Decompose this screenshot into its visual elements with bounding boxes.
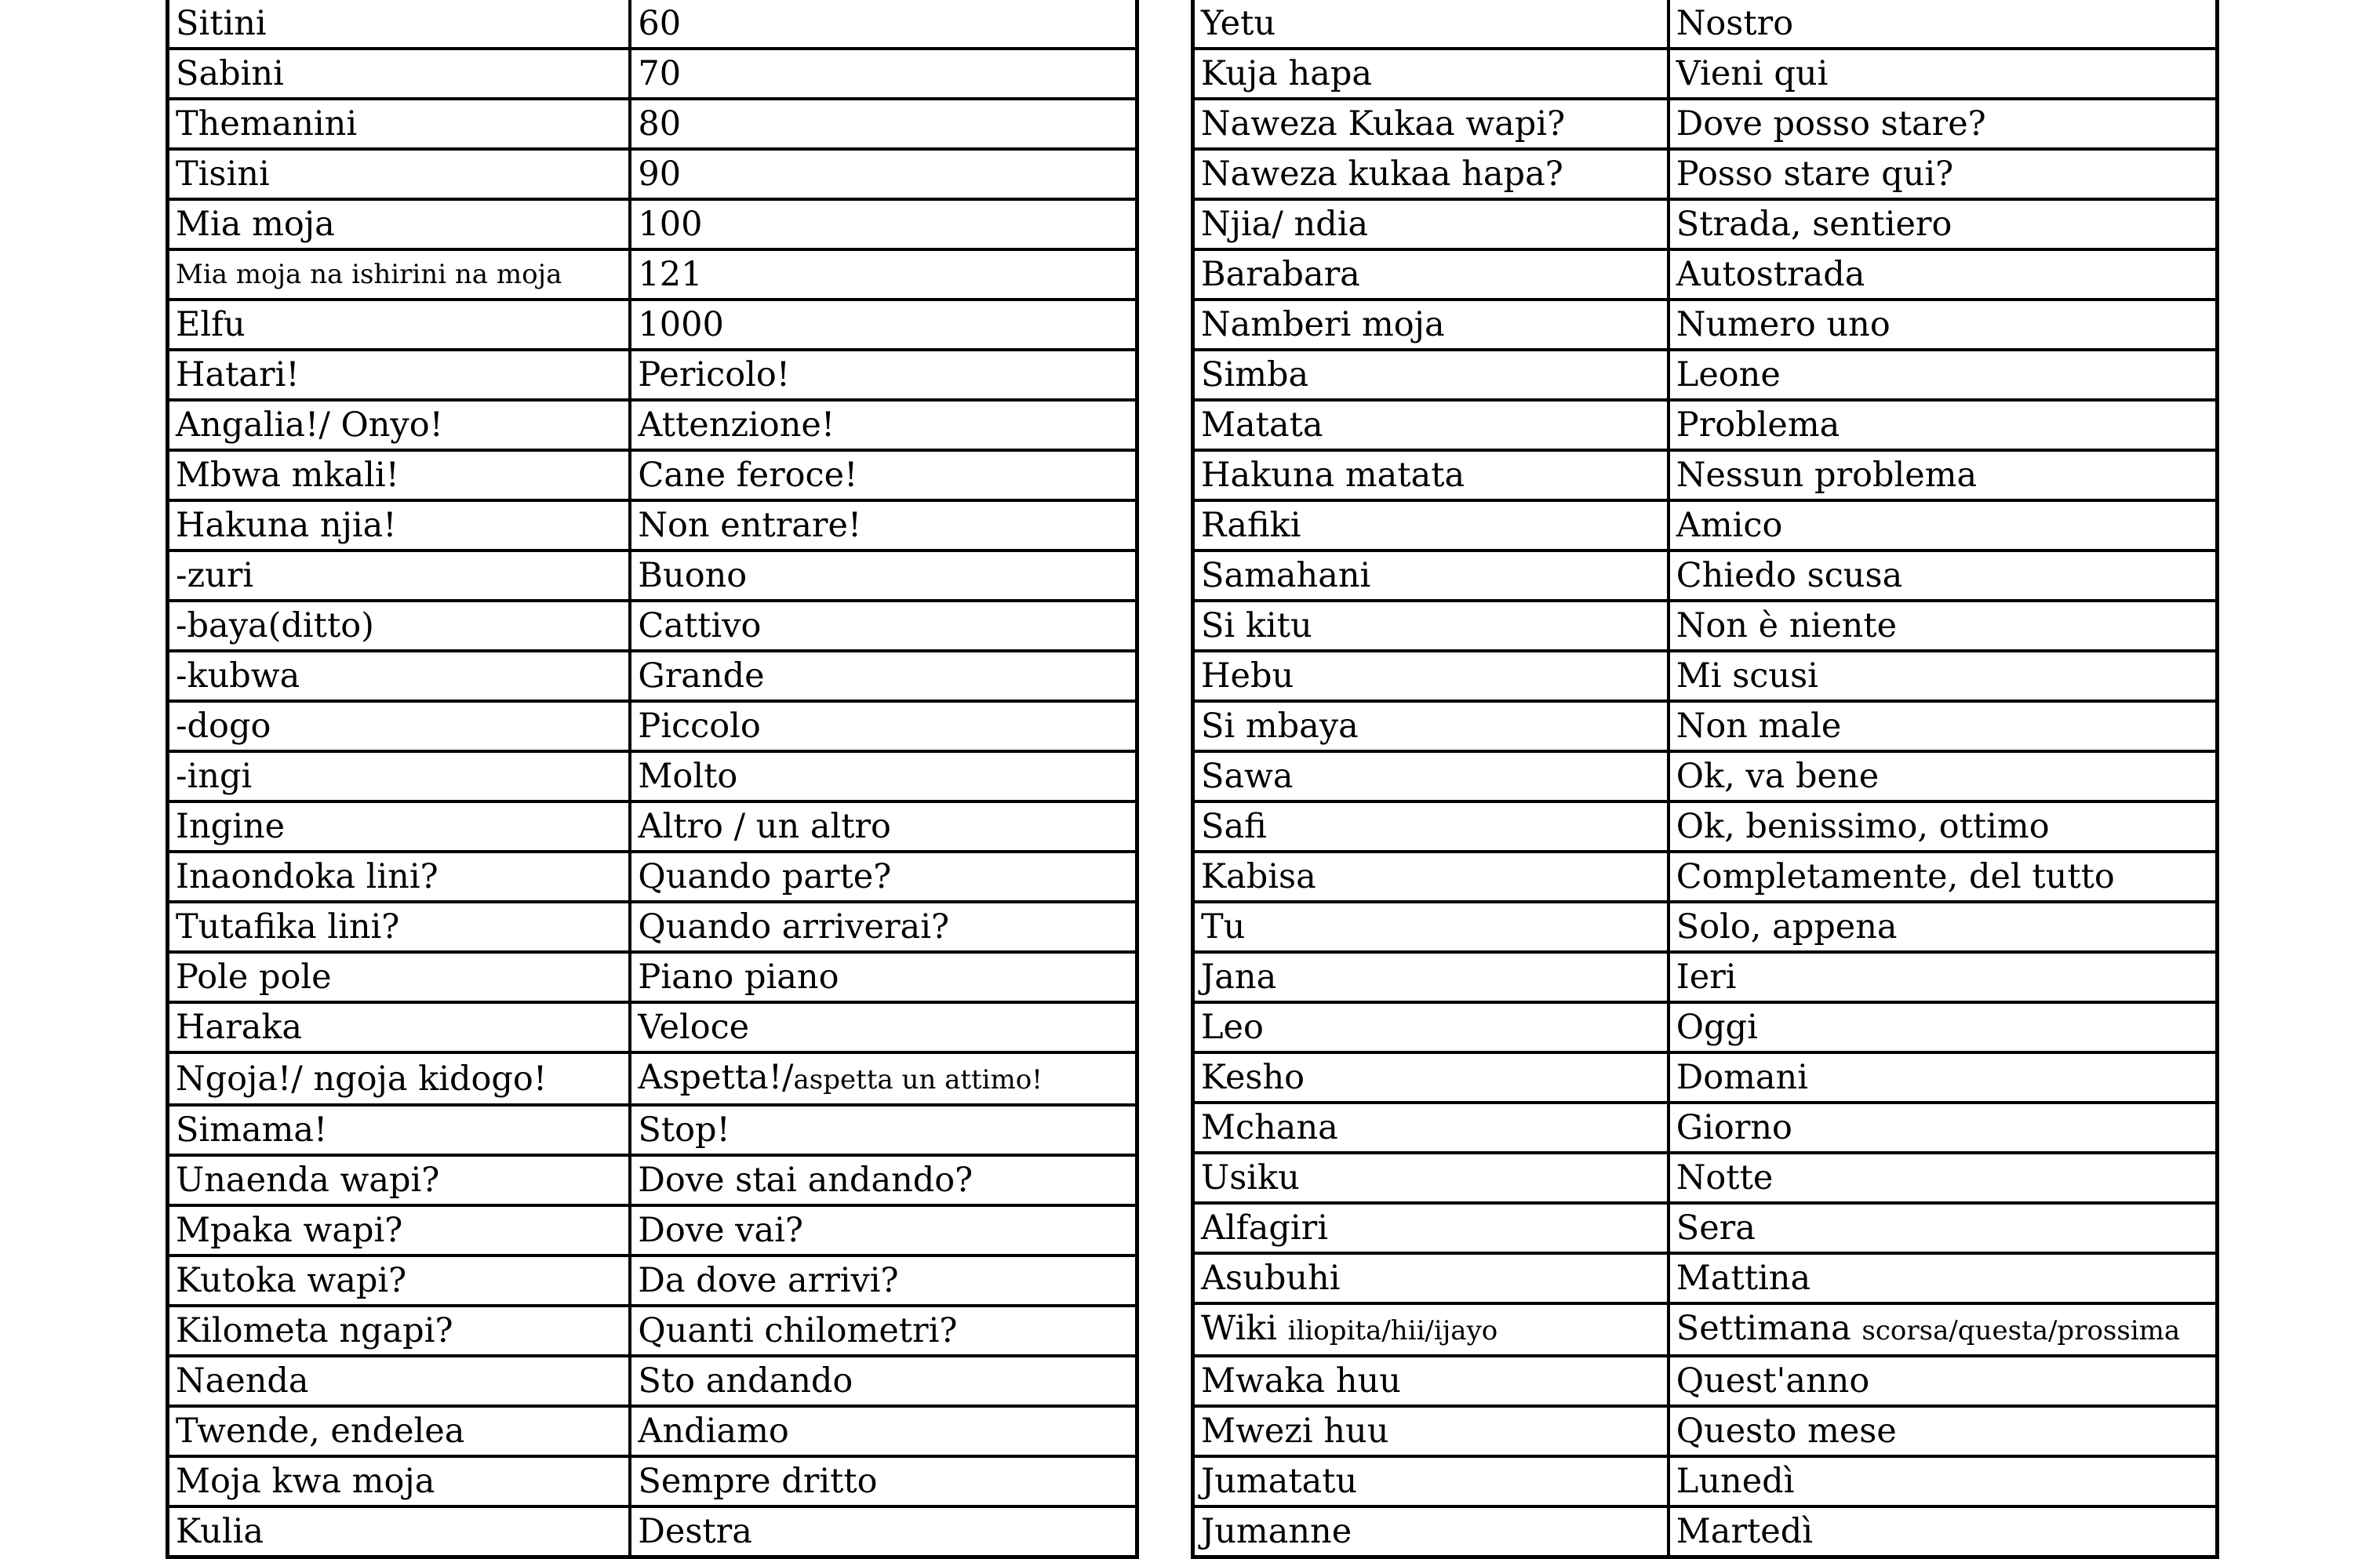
italian-cell — [630, 1052, 1137, 1105]
italian-cell: Quando arriverai? — [630, 902, 1137, 952]
swahili-cell: Jana — [1193, 952, 1669, 1002]
swahili-cell: Inaondoka lini? — [168, 852, 631, 902]
italian-cell: Giorno — [1669, 1103, 2218, 1153]
italian-cell: Ieri — [1669, 952, 2218, 1002]
italian-cell: Altro / un altro — [630, 801, 1137, 852]
table-row — [1193, 300, 2218, 350]
swahili-cell: Haraka — [168, 1002, 631, 1052]
table-row — [1193, 249, 2218, 300]
table-row — [1193, 199, 2218, 249]
italian-cell: 70 — [630, 49, 1137, 99]
table-row — [1193, 551, 2218, 601]
table-row — [1193, 49, 2218, 99]
swahili-cell: Si kitu — [1193, 601, 1669, 651]
italian-cell: Ok, benissimo, ottimo — [1669, 801, 2218, 852]
table-row — [1193, 902, 2218, 952]
table-row — [1193, 1052, 2218, 1103]
table-row — [1193, 1456, 2218, 1506]
italian-cell: Notte — [1669, 1153, 2218, 1203]
italian-cell: 100 — [630, 199, 1137, 249]
italian-cell: Domani — [1669, 1052, 2218, 1103]
italian-cell: Grande — [630, 651, 1137, 701]
swahili-cell: Elfu — [168, 300, 631, 350]
table-row — [168, 1356, 1137, 1406]
swahili-cell: Hakuna njia! — [168, 500, 631, 551]
swahili-cell: -dogo — [168, 701, 631, 751]
swahili-cell: Asubuhi — [1193, 1253, 1669, 1303]
swahili-cell: Hebu — [1193, 651, 1669, 701]
table-row — [1193, 701, 2218, 751]
swahili-cell: Ingine — [168, 801, 631, 852]
swahili-cell: Hakuna matata — [1193, 450, 1669, 500]
table-row — [168, 1306, 1137, 1356]
swahili-cell: Naweza Kukaa wapi? — [1193, 99, 1669, 149]
swahili-small-text: iliopita/hii/ijayo — [1287, 1315, 1498, 1346]
italian-cell: Solo, appena — [1669, 902, 2218, 952]
italian-cell: Sempre dritto — [630, 1456, 1137, 1506]
swahili-cell: Naweza kukaa hapa? — [1193, 149, 1669, 199]
table-row — [168, 1002, 1137, 1052]
table-row — [168, 601, 1137, 651]
swahili-cell: Leo — [1193, 1002, 1669, 1052]
italian-cell: Questo mese — [1669, 1406, 2218, 1456]
swahili-cell: Angalia!/ Onyo! — [168, 400, 631, 450]
table-row — [1193, 601, 2218, 651]
table-row — [168, 1406, 1137, 1456]
table-row — [1193, 651, 2218, 701]
swahili-cell: Mwezi huu — [1193, 1406, 1669, 1456]
swahili-cell: Namberi moja — [1193, 300, 1669, 350]
swahili-cell: Alfagiri — [1193, 1203, 1669, 1253]
table-row — [168, 751, 1137, 801]
italian-cell: Quest'anno — [1669, 1356, 2218, 1406]
table-row — [168, 1105, 1137, 1155]
italian-cell: Nessun problema — [1669, 450, 2218, 500]
italian-cell: Chiedo scusa — [1669, 551, 2218, 601]
swahili-cell: Themanini — [168, 99, 631, 149]
table-row — [1193, 0, 2218, 49]
swahili-cell: Matata — [1193, 400, 1669, 450]
swahili-cell: Sitini — [168, 0, 631, 49]
table-row — [1193, 1103, 2218, 1153]
table-row — [1193, 500, 2218, 551]
swahili-cell: Moja kwa moja — [168, 1456, 631, 1506]
italian-cell: Non male — [1669, 701, 2218, 751]
italian-cell: Molto — [630, 751, 1137, 801]
table-row — [168, 1155, 1137, 1205]
swahili-cell: Hatari! — [168, 350, 631, 400]
italian-cell: Quando parte? — [630, 852, 1137, 902]
italian-cell: Numero uno — [1669, 300, 2218, 350]
swahili-cell: Simba — [1193, 350, 1669, 400]
italian-cell: Andiamo — [630, 1406, 1137, 1456]
italian-cell: Piano piano — [630, 952, 1137, 1002]
table-row — [168, 952, 1137, 1002]
italian-cell: Ok, va bene — [1669, 751, 2218, 801]
italian-cell: Oggi — [1669, 1002, 2218, 1052]
italian-cell: Destra — [630, 1506, 1137, 1557]
table-row — [1193, 852, 2218, 902]
swahili-cell: Sabini — [168, 49, 631, 99]
swahili-cell: Kuja hapa — [1193, 49, 1669, 99]
swahili-cell: Tisini — [168, 149, 631, 199]
swahili-cell: Mpaka wapi? — [168, 1205, 631, 1256]
italian-cell: Cattivo — [630, 601, 1137, 651]
table-row — [1193, 450, 2218, 500]
table-row — [168, 400, 1137, 450]
swahili-cell: Tu — [1193, 902, 1669, 952]
swahili-cell: Njia/ ndia — [1193, 199, 1669, 249]
table-row — [168, 149, 1137, 199]
swahili-cell: -kubwa — [168, 651, 631, 701]
swahili-cell: Kulia — [168, 1506, 631, 1557]
swahili-cell: Si mbaya — [1193, 701, 1669, 751]
vocabulary-table-right — [1191, 0, 2219, 1559]
swahili-cell: Unaenda wapi? — [168, 1155, 631, 1205]
swahili-text: Wiki — [1201, 1309, 1288, 1348]
table-row — [1193, 1406, 2218, 1456]
italian-cell: 121 — [630, 249, 1137, 300]
swahili-cell: Mwaka huu — [1193, 1356, 1669, 1406]
italian-cell: 90 — [630, 149, 1137, 199]
italian-cell: Lunedì — [1669, 1456, 2218, 1506]
table-row — [168, 99, 1137, 149]
italian-cell: Mi scusi — [1669, 651, 2218, 701]
italian-cell: Dove posso stare? — [1669, 99, 2218, 149]
vocabulary-table-left — [166, 0, 1139, 1559]
italian-cell: Leone — [1669, 350, 2218, 400]
italian-cell: Veloce — [630, 1002, 1137, 1052]
table-row — [1193, 1356, 2218, 1406]
table-row — [168, 801, 1137, 852]
swahili-cell: Mia moja — [168, 199, 631, 249]
swahili-cell: Twende, endelea — [168, 1406, 631, 1456]
italian-cell: Completamente, del tutto — [1669, 852, 2218, 902]
italian-cell: Posso stare qui? — [1669, 149, 2218, 199]
italian-cell: Attenzione! — [630, 400, 1137, 450]
table-row — [168, 852, 1137, 902]
swahili-cell: -zuri — [168, 551, 631, 601]
italian-cell: Sera — [1669, 1203, 2218, 1253]
swahili-cell: Naenda — [168, 1356, 631, 1406]
swahili-cell: Simama! — [168, 1105, 631, 1155]
italian-cell: Vieni qui — [1669, 49, 2218, 99]
table-row — [1193, 801, 2218, 852]
vocabulary-table-left-body — [168, 0, 1137, 1557]
vocabulary-table-right-body — [1193, 0, 2218, 1557]
swahili-cell: Mchana — [1193, 1103, 1669, 1153]
italian-cell: Non entrare! — [630, 500, 1137, 551]
table-row — [168, 450, 1137, 500]
italian-cell: Autostrada — [1669, 249, 2218, 300]
table-row — [168, 551, 1137, 601]
italian-cell: Cane feroce! — [630, 450, 1137, 500]
table-row — [168, 249, 1137, 300]
italian-cell: Dove stai andando? — [630, 1155, 1137, 1205]
italian-text: Settimana — [1676, 1309, 1862, 1348]
swahili-cell: Tutafika lini? — [168, 902, 631, 952]
swahili-cell: Kilometa ngapi? — [168, 1306, 631, 1356]
table-row — [168, 701, 1137, 751]
table-row — [168, 199, 1137, 249]
table-row — [168, 49, 1137, 99]
italian-cell: Dove vai? — [630, 1205, 1137, 1256]
italian-cell: 1000 — [630, 300, 1137, 350]
italian-cell: Da dove arrivi? — [630, 1256, 1137, 1306]
table-row — [168, 350, 1137, 400]
italian-cell: Nostro — [1669, 0, 2218, 49]
table-row — [1193, 1203, 2218, 1253]
swahili-cell — [1193, 1303, 1669, 1356]
italian-cell: Pericolo! — [630, 350, 1137, 400]
table-row — [1193, 1153, 2218, 1203]
italian-cell: Problema — [1669, 400, 2218, 450]
italian-cell: Martedì — [1669, 1506, 2218, 1557]
table-row — [1193, 751, 2218, 801]
table-row — [168, 1052, 1137, 1105]
table-row — [1193, 952, 2218, 1002]
italian-cell: Sto andando — [630, 1356, 1137, 1406]
italian-cell: Stop! — [630, 1105, 1137, 1155]
swahili-cell: Samahani — [1193, 551, 1669, 601]
italian-cell: Non è niente — [1669, 601, 2218, 651]
table-row — [1193, 1303, 2218, 1356]
italian-cell — [1669, 1303, 2218, 1356]
swahili-cell: Barabara — [1193, 249, 1669, 300]
swahili-cell: Mia moja na ishirini na moja — [168, 249, 631, 300]
italian-cell: Amico — [1669, 500, 2218, 551]
table-row — [168, 1456, 1137, 1506]
italian-cell: Quanti chilometri? — [630, 1306, 1137, 1356]
swahili-cell: Usiku — [1193, 1153, 1669, 1203]
swahili-cell: Ngoja!/ ngoja kidogo! — [168, 1052, 631, 1105]
swahili-cell: Safi — [1193, 801, 1669, 852]
italian-small-text: aspetta un attimo! — [793, 1064, 1043, 1096]
table-row — [168, 1256, 1137, 1306]
swahili-cell: Jumanne — [1193, 1506, 1669, 1557]
table-row — [1193, 1002, 2218, 1052]
italian-text: Aspetta!/ — [638, 1058, 794, 1097]
swahili-cell: -baya(ditto) — [168, 601, 631, 651]
swahili-cell: Kesho — [1193, 1052, 1669, 1103]
table-row — [1193, 400, 2218, 450]
table-row — [1193, 99, 2218, 149]
swahili-cell: Kabisa — [1193, 852, 1669, 902]
table-row — [168, 651, 1137, 701]
swahili-cell: -ingi — [168, 751, 631, 801]
italian-cell: Mattina — [1669, 1253, 2218, 1303]
table-row — [1193, 149, 2218, 199]
swahili-cell: Kutoka wapi? — [168, 1256, 631, 1306]
table-row — [168, 0, 1137, 49]
table-row — [168, 300, 1137, 350]
italian-small-text: scorsa/questa/prossima — [1861, 1315, 2181, 1346]
italian-cell: Strada, sentiero — [1669, 199, 2218, 249]
swahili-cell: Rafiki — [1193, 500, 1669, 551]
table-row — [168, 500, 1137, 551]
swahili-cell: Sawa — [1193, 751, 1669, 801]
italian-cell: 80 — [630, 99, 1137, 149]
swahili-cell: Pole pole — [168, 952, 631, 1002]
table-row — [168, 902, 1137, 952]
italian-cell: 60 — [630, 0, 1137, 49]
table-row — [168, 1205, 1137, 1256]
swahili-cell: Mbwa mkali! — [168, 450, 631, 500]
table-row — [1193, 1253, 2218, 1303]
italian-cell: Buono — [630, 551, 1137, 601]
swahili-cell: Jumatatu — [1193, 1456, 1669, 1506]
swahili-cell: Yetu — [1193, 0, 1669, 49]
table-row — [1193, 350, 2218, 400]
italian-cell: Piccolo — [630, 701, 1137, 751]
